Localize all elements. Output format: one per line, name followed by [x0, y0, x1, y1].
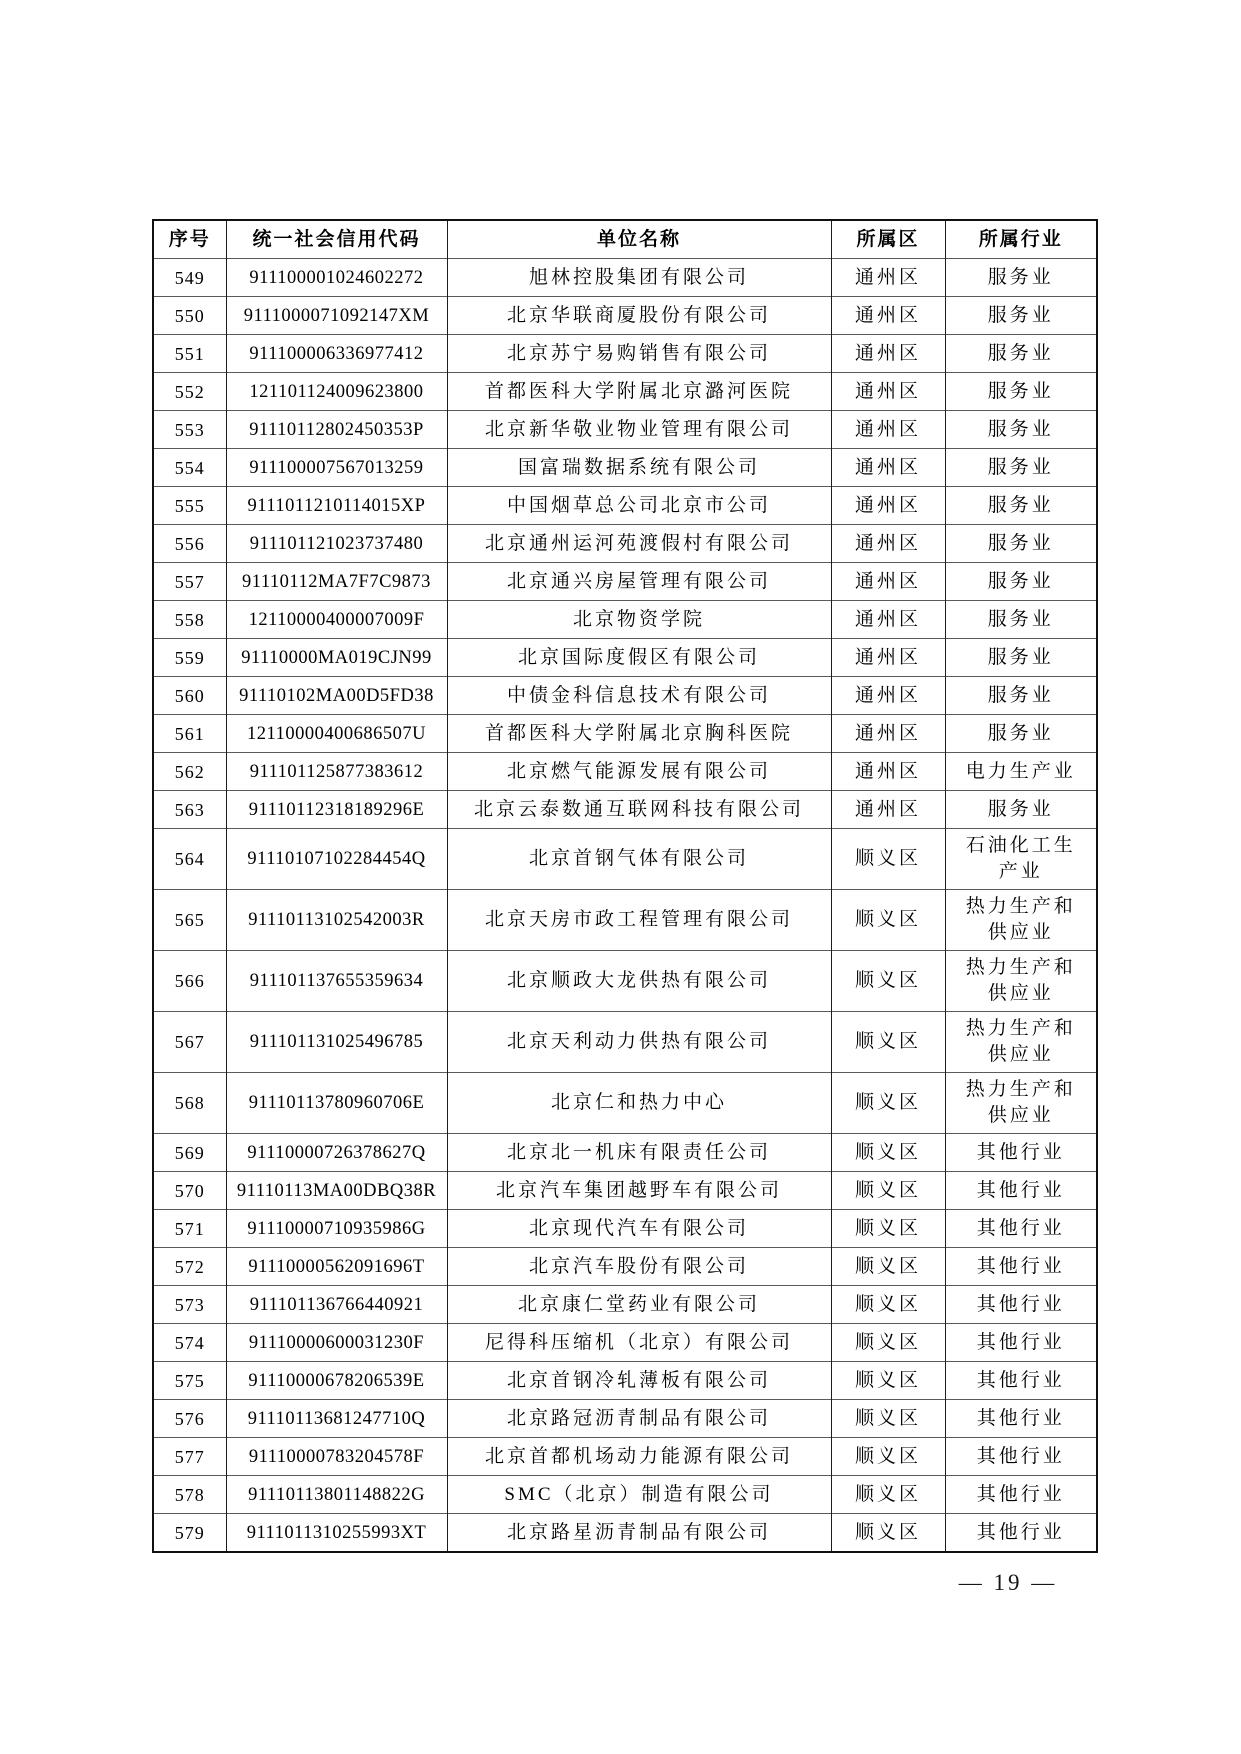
cell-district: 顺义区 [831, 1514, 945, 1553]
cell-industry: 其他行业 [945, 1438, 1097, 1476]
cell-serial: 567 [153, 1012, 226, 1073]
cell-industry: 服务业 [945, 601, 1097, 639]
company-table [152, 219, 1098, 1553]
cell-name: 北京康仁堂药业有限公司 [447, 1286, 831, 1324]
cell-serial: 557 [153, 563, 226, 601]
table-row [153, 639, 1097, 677]
cell-district: 顺义区 [831, 951, 945, 1012]
cell-industry: 服务业 [945, 791, 1097, 829]
cell-name: 中国烟草总公司北京市公司 [447, 487, 831, 525]
cell-district: 通州区 [831, 563, 945, 601]
cell-serial: 552 [153, 373, 226, 411]
cell-serial: 563 [153, 791, 226, 829]
cell-industry: 热力生产和供应业 [945, 951, 1097, 1012]
cell-name: 北京通州运河苑渡假村有限公司 [447, 525, 831, 563]
cell-name: 北京天利动力供热有限公司 [447, 1012, 831, 1073]
header-credit-code: 统一社会信用代码 [226, 220, 447, 259]
cell-name: 中债金科信息技术有限公司 [447, 677, 831, 715]
cell-industry: 其他行业 [945, 1514, 1097, 1553]
header-unit-name: 单位名称 [447, 220, 831, 259]
cell-credit-code: 91110000783204578F [226, 1438, 447, 1476]
cell-name: 北京路冠沥青制品有限公司 [447, 1400, 831, 1438]
cell-industry: 其他行业 [945, 1362, 1097, 1400]
cell-district: 通州区 [831, 677, 945, 715]
table-row [153, 525, 1097, 563]
cell-district: 顺义区 [831, 1362, 945, 1400]
cell-district: 顺义区 [831, 890, 945, 951]
cell-industry: 服务业 [945, 297, 1097, 335]
cell-industry: 其他行业 [945, 1286, 1097, 1324]
cell-serial: 558 [153, 601, 226, 639]
header-serial: 序号 [153, 220, 226, 259]
cell-district: 通州区 [831, 715, 945, 753]
cell-serial: 560 [153, 677, 226, 715]
cell-credit-code: 911101131025496785 [226, 1012, 447, 1073]
cell-serial: 564 [153, 829, 226, 890]
cell-credit-code: 91110102MA00D5FD38 [226, 677, 447, 715]
cell-serial: 566 [153, 951, 226, 1012]
cell-credit-code: 911100007567013259 [226, 449, 447, 487]
cell-name: 北京云泰数通互联网科技有限公司 [447, 791, 831, 829]
cell-serial: 570 [153, 1172, 226, 1210]
table-row [153, 1362, 1097, 1400]
cell-name: 北京首都机场动力能源有限公司 [447, 1438, 831, 1476]
cell-credit-code: 91110113780960706E [226, 1073, 447, 1134]
cell-credit-code: 91110113MA00DBQ38R [226, 1172, 447, 1210]
cell-name: 北京物资学院 [447, 601, 831, 639]
cell-credit-code: 91110112MA7F7C9873 [226, 563, 447, 601]
table-row [153, 259, 1097, 297]
table-row [153, 791, 1097, 829]
cell-industry: 石油化工生产业 [945, 829, 1097, 890]
cell-industry: 其他行业 [945, 1400, 1097, 1438]
cell-credit-code: 9111000071092147XM [226, 297, 447, 335]
cell-industry: 服务业 [945, 411, 1097, 449]
cell-industry: 其他行业 [945, 1248, 1097, 1286]
cell-name: 北京北一机床有限责任公司 [447, 1134, 831, 1172]
cell-name: 北京国际度假区有限公司 [447, 639, 831, 677]
cell-serial: 561 [153, 715, 226, 753]
cell-district: 顺义区 [831, 1438, 945, 1476]
table-row [153, 1073, 1097, 1134]
cell-credit-code: 911100001024602272 [226, 259, 447, 297]
cell-credit-code: 91110113102542003R [226, 890, 447, 951]
cell-credit-code: 911101121023737480 [226, 525, 447, 563]
cell-credit-code: 9111011210114015XP [226, 487, 447, 525]
cell-name: 北京仁和热力中心 [447, 1073, 831, 1134]
cell-serial: 568 [153, 1073, 226, 1134]
cell-industry: 服务业 [945, 677, 1097, 715]
cell-credit-code: 91110112318189296E [226, 791, 447, 829]
cell-industry: 服务业 [945, 639, 1097, 677]
cell-serial: 556 [153, 525, 226, 563]
cell-serial: 577 [153, 1438, 226, 1476]
cell-industry: 服务业 [945, 335, 1097, 373]
cell-name: 北京燃气能源发展有限公司 [447, 753, 831, 791]
cell-district: 通州区 [831, 335, 945, 373]
cell-district: 顺义区 [831, 829, 945, 890]
cell-name: 北京华联商厦股份有限公司 [447, 297, 831, 335]
table-row [153, 1012, 1097, 1073]
cell-name: 北京天房市政工程管理有限公司 [447, 890, 831, 951]
cell-name: 首都医科大学附属北京胸科医院 [447, 715, 831, 753]
cell-name: 北京顺政大龙供热有限公司 [447, 951, 831, 1012]
table-row [153, 1172, 1097, 1210]
cell-district: 通州区 [831, 411, 945, 449]
cell-serial: 575 [153, 1362, 226, 1400]
cell-credit-code: 9111011310255993XT [226, 1514, 447, 1553]
cell-district: 顺义区 [831, 1476, 945, 1514]
cell-serial: 550 [153, 297, 226, 335]
cell-name: 北京通兴房屋管理有限公司 [447, 563, 831, 601]
table-row [153, 487, 1097, 525]
cell-name: 北京苏宁易购销售有限公司 [447, 335, 831, 373]
cell-industry: 服务业 [945, 487, 1097, 525]
cell-industry: 服务业 [945, 525, 1097, 563]
cell-district: 通州区 [831, 753, 945, 791]
cell-name: 国富瑞数据系统有限公司 [447, 449, 831, 487]
cell-credit-code: 91110112802450353P [226, 411, 447, 449]
cell-district: 通州区 [831, 487, 945, 525]
cell-serial: 573 [153, 1286, 226, 1324]
cell-district: 通州区 [831, 449, 945, 487]
cell-industry: 其他行业 [945, 1172, 1097, 1210]
cell-serial: 555 [153, 487, 226, 525]
table-row [153, 753, 1097, 791]
table-row [153, 1210, 1097, 1248]
cell-credit-code: 91110000562091696T [226, 1248, 447, 1286]
table-row [153, 449, 1097, 487]
cell-serial: 578 [153, 1476, 226, 1514]
table-row [153, 1514, 1097, 1553]
table-row [153, 715, 1097, 753]
cell-district: 顺义区 [831, 1073, 945, 1134]
table-header-row [153, 220, 1097, 259]
cell-serial: 549 [153, 259, 226, 297]
table-row [153, 601, 1097, 639]
cell-serial: 571 [153, 1210, 226, 1248]
cell-credit-code: 911101125877383612 [226, 753, 447, 791]
cell-credit-code: 12110000400686507U [226, 715, 447, 753]
cell-district: 通州区 [831, 601, 945, 639]
cell-credit-code: 91110113801148822G [226, 1476, 447, 1514]
table-row [153, 1134, 1097, 1172]
cell-name: 北京首钢冷轧薄板有限公司 [447, 1362, 831, 1400]
cell-industry: 其他行业 [945, 1324, 1097, 1362]
cell-district: 顺义区 [831, 1172, 945, 1210]
cell-name: 尼得科压缩机（北京）有限公司 [447, 1324, 831, 1362]
cell-serial: 553 [153, 411, 226, 449]
cell-industry: 其他行业 [945, 1476, 1097, 1514]
cell-serial: 576 [153, 1400, 226, 1438]
cell-industry: 其他行业 [945, 1210, 1097, 1248]
cell-name: 北京汽车股份有限公司 [447, 1248, 831, 1286]
cell-industry: 服务业 [945, 449, 1097, 487]
cell-district: 通州区 [831, 259, 945, 297]
table-row [153, 677, 1097, 715]
cell-credit-code: 12110000400007009F [226, 601, 447, 639]
cell-credit-code: 91110000726378627Q [226, 1134, 447, 1172]
table-row [153, 563, 1097, 601]
cell-name: 北京现代汽车有限公司 [447, 1210, 831, 1248]
cell-name: 北京首钢气体有限公司 [447, 829, 831, 890]
cell-name: 北京路星沥青制品有限公司 [447, 1514, 831, 1553]
cell-serial: 551 [153, 335, 226, 373]
cell-industry: 热力生产和供应业 [945, 890, 1097, 951]
cell-industry: 服务业 [945, 715, 1097, 753]
table-row [153, 335, 1097, 373]
cell-credit-code: 91110000710935986G [226, 1210, 447, 1248]
cell-credit-code: 91110107102284454Q [226, 829, 447, 890]
cell-credit-code: 911101137655359634 [226, 951, 447, 1012]
table-row [153, 1476, 1097, 1514]
cell-credit-code: 91110000MA019CJN99 [226, 639, 447, 677]
cell-industry: 服务业 [945, 563, 1097, 601]
cell-industry: 服务业 [945, 373, 1097, 411]
cell-district: 通州区 [831, 791, 945, 829]
table-row [153, 890, 1097, 951]
table-row [153, 373, 1097, 411]
cell-serial: 572 [153, 1248, 226, 1286]
cell-industry: 服务业 [945, 259, 1097, 297]
cell-district: 通州区 [831, 639, 945, 677]
cell-serial: 569 [153, 1134, 226, 1172]
table-row [153, 1248, 1097, 1286]
cell-credit-code: 911100006336977412 [226, 335, 447, 373]
cell-industry: 其他行业 [945, 1134, 1097, 1172]
cell-district: 顺义区 [831, 1286, 945, 1324]
cell-district: 顺义区 [831, 1012, 945, 1073]
table-row [153, 411, 1097, 449]
cell-district: 通州区 [831, 525, 945, 563]
table-row [153, 297, 1097, 335]
cell-name: 旭林控股集团有限公司 [447, 259, 831, 297]
cell-credit-code: 911101136766440921 [226, 1286, 447, 1324]
cell-name: 北京新华敬业物业管理有限公司 [447, 411, 831, 449]
cell-serial: 579 [153, 1514, 226, 1553]
header-industry: 所属行业 [945, 220, 1097, 259]
page-number: — 19 — [958, 1570, 1058, 1595]
cell-name: 首都医科大学附属北京潞河医院 [447, 373, 831, 411]
cell-district: 顺义区 [831, 1134, 945, 1172]
cell-district: 顺义区 [831, 1324, 945, 1362]
table-row [153, 1400, 1097, 1438]
cell-district: 通州区 [831, 373, 945, 411]
cell-industry: 热力生产和供应业 [945, 1012, 1097, 1073]
table-row [153, 829, 1097, 890]
cell-district: 通州区 [831, 297, 945, 335]
cell-serial: 565 [153, 890, 226, 951]
cell-serial: 554 [153, 449, 226, 487]
header-district: 所属区 [831, 220, 945, 259]
table-body [153, 259, 1097, 1553]
cell-industry: 热力生产和供应业 [945, 1073, 1097, 1134]
cell-credit-code: 91110000678206539E [226, 1362, 447, 1400]
cell-credit-code: 121101124009623800 [226, 373, 447, 411]
cell-credit-code: 91110113681247710Q [226, 1400, 447, 1438]
cell-credit-code: 91110000600031230F [226, 1324, 447, 1362]
table-row [153, 1286, 1097, 1324]
cell-district: 顺义区 [831, 1248, 945, 1286]
cell-district: 顺义区 [831, 1210, 945, 1248]
cell-serial: 559 [153, 639, 226, 677]
cell-industry: 电力生产业 [945, 753, 1097, 791]
cell-serial: 562 [153, 753, 226, 791]
table-row [153, 1324, 1097, 1362]
table-row [153, 951, 1097, 1012]
cell-serial: 574 [153, 1324, 226, 1362]
cell-name: 北京汽车集团越野车有限公司 [447, 1172, 831, 1210]
table-row [153, 1438, 1097, 1476]
cell-district: 顺义区 [831, 1400, 945, 1438]
cell-name: SMC（北京）制造有限公司 [447, 1476, 831, 1514]
